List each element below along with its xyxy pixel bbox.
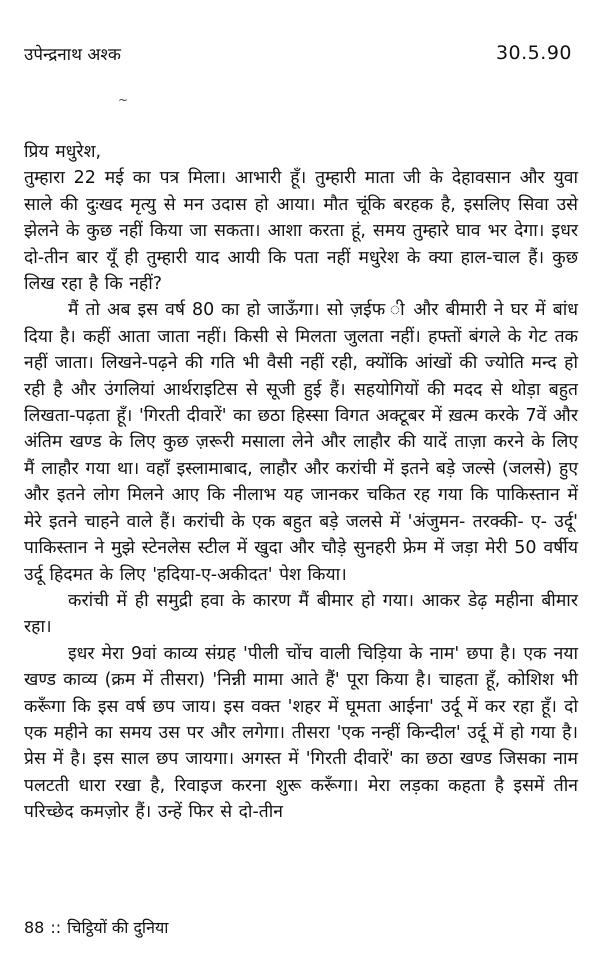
paragraph-2: मैं तो अब इस वर्ष 80 का हो जाऊँगा। सो ज़ईफ ी और बीमारी ने घर में बांध दिया है। कहीं आता जाता नहीं। किसी से मिलता जुलता नहीं। हफ्तों बंगले के गेट तक नहीं जाता। लिखने-पढ़ने की गति भी वैसी नहीं रही, क्योंकि आंखों की ज्योति मन्द हो रही है और उंगलियां आर्थराइटिस से सूजी हुई हैं। सहयोगियों की मदद से थोड़ा बहुत लिखता-पढ़ता हूँ। 'गिरती दीवारें' का छठा हिस्सा विगत अक्टूबर में ख़त्म करके 7वें और अंतिम खण्ड के लिए कुछ ज़रूरी मसाला लेने और लाहौर की यादें ताज़ा करने के लिए मैं लाहौर गया था। वहाँ इस्लामाबाद, लाहौर और करांची में इतने बड़े जल्से (जलसे) हुए और इतने लोग मिलने आए कि नीलाभ यह जानकर चकित रह गया कि पाकिस्तान में मेरे इतने चाहने वाले हैं। करांची के एक बहुत बड़े जलसे में 'अंजुमन- तरक्की- ए- उर्दू' पाकिस्तान ने मुझे स्टेनलेस स्टील में खुदा और चौड़े सुनहरी फ्रेम में जड़ा मेरी 50 वर्षीय उर्दू हिदमत के लिए 'हदिया-ए-अकीदत' पेश किया। [24,300,578,585]
page-header [24,42,576,72]
paragraph-4: इधर मेरा 9वां काव्य संग्रह 'पीली चोंच वाली चिड़िया के नाम' छपा है। एक नया खण्ड काव्य (क्रम में तीसरा) 'निन्नी मामा आते हैं' पूरा किया है। चाहता हूँ, कोशिश भी करूँगा कि इस वर्ष छप जाय। इस वक्त 'शहर में घूमता आईना' उर्दू में कर रहा हूँ। दो एक महीने का समय उस पर और लगेगा। तीसरा 'एक नन्हीं किन्दील' उर्दू में हो गया है। प्रेस में है। इस साल छप जायगा। अगस्त में 'गिरती दीवारें' का छठा खण्ड जिसका नाम पलटती धारा रखा है, रिवाइज करना शुरू करूँगा। मेरा लड़का कहता है इसमें तीन परिच्छेद कमज़ोर हैं। उन्हें फिर से दो-तीन [24,643,578,823]
paragraph-3: करांची में ही समुद्री हवा के कारण मैं बीमार हो गया। आकर डेढ़ महीना बीमार रहा। [24,590,578,638]
page-footer [24,916,168,938]
book-title: चिट्ठियों की दुनिया [67,918,169,937]
paragraph-1: तुम्हारा 22 मई का पत्र मिला। आभारी हूँ। तुम्हारी माता जी के देहावसान और युवा साले की दुःखद मृत्यु से मन उदास हो आया। मौत चूंकि बरहक है, इसलिए सिवा उसे झेलने के कुछ नहीं किया जा सकता। आशा करता हूं, समय तुम्हारे घाव भर देगा। इधर दो-तीन बार यूँ ही तुम्हारी याद आयी कि पता नहीं मधुरेश के क्या हाल-चाल हैं। कुछ लिख रहा है कि नहीं? [24,168,578,295]
stray-mark: ~ [118,93,129,107]
letter-body [24,139,578,826]
footer-separator: :: [50,918,62,937]
letter-date: 30.5.90 [495,42,572,64]
salutation: प्रिय मधुरेश, [24,142,102,162]
author-name: उपेन्द्रनाथ अश्क [24,45,121,65]
page-number: 88 [24,918,45,937]
